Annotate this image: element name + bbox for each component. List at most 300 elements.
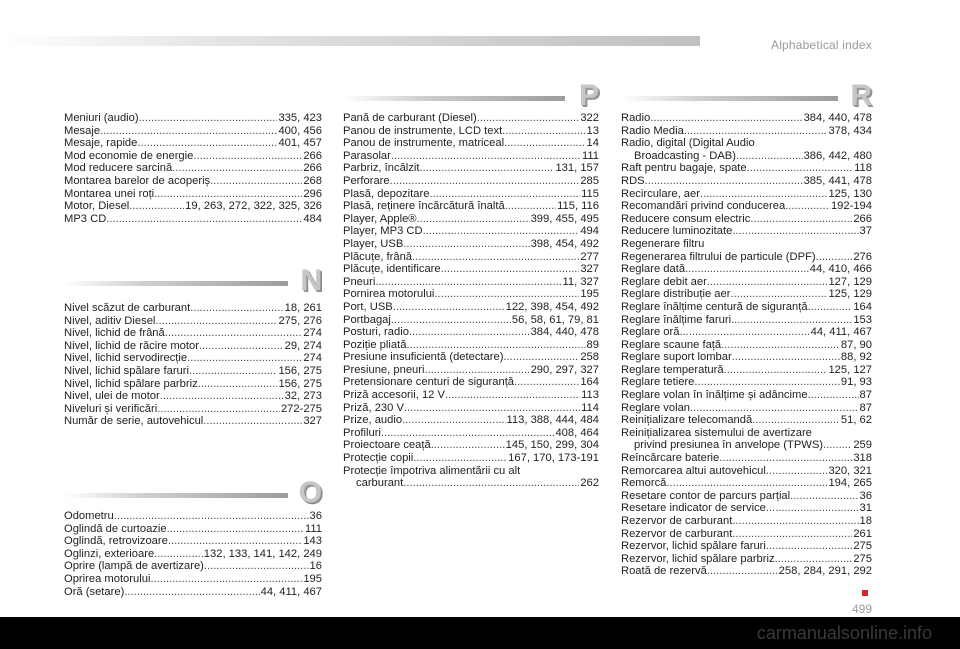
entry-term: Reglare volan [621,401,691,414]
entry-term: Recirculare, aer [621,187,700,200]
dot-leader [666,477,827,490]
dot-leader [139,112,278,125]
dot-leader [700,188,827,201]
index-entry [621,125,872,138]
index-entry [64,352,322,365]
entry-pages: 115 [581,187,599,200]
dot-leader [431,439,505,452]
section-header-r [621,79,872,112]
index-entry [343,288,599,301]
entry-pages: 384, 440, 478 [530,326,599,339]
entry-term: Nivel, lichid de frână [64,327,165,340]
entry-term: Reglare înălțime centură de siguranță [621,300,808,313]
dot-leader [402,414,505,427]
dot-leader [766,540,852,553]
dot-leader [719,452,852,465]
entry-pages: 36 [859,489,872,502]
dot-leader [707,276,828,289]
entry-term: Presiune insuficientă (detectare) [343,351,504,364]
entry-term: Priză, 230 V [343,401,404,414]
index-entry [621,276,872,289]
dot-leader [732,528,852,541]
index-entry [343,175,599,188]
section-header-o [64,476,322,509]
index-entry [621,263,872,276]
entry-term: Pană de carburant (Diesel) [343,112,477,124]
entry-pages: 87, 90 [840,338,872,351]
index-entry [621,251,872,264]
index-entry [621,137,872,150]
entry-term: privind presiunea în anvelope (TPWS) [634,439,824,452]
entry-pages: 44, 410, 466 [809,263,872,276]
index-entry [64,510,322,523]
entry-term: Prize, audio [343,414,403,427]
entry-term: Reglare tetiere [621,376,695,389]
entry-term: Oglindă de curtoazie [64,522,167,535]
dot-leader [155,315,277,328]
dot-leader [816,251,853,264]
index-entry [621,452,872,465]
section-divider [343,96,565,101]
entry-term: Montarea unei roți [64,187,155,200]
entry-pages: 261 [853,527,872,540]
entry-pages: 385, 441, 478 [803,174,872,187]
dot-leader [167,523,304,536]
entry-pages: 111 [304,522,322,535]
index-entry [621,414,872,427]
entry-term: Nivel, lichid de răcire motor [64,339,199,352]
entry-term: Odometru [64,510,114,522]
entry-term: Parbriz, încălzit [343,162,420,175]
entry-pages: 13 [586,124,599,137]
entry-pages: 125, 130 [828,187,872,200]
entry-pages: 275 [853,540,872,553]
index-entry [64,523,322,536]
entry-term: Nivel, lichid spălare faruri [64,364,189,377]
entry-term: Plăcuțe, identificare [343,263,441,276]
entry-pages: 272-275 [280,402,322,415]
dot-leader [434,288,579,301]
dot-leader [189,365,277,378]
page-number: 499 [851,602,872,616]
entry-pages: 164 [853,300,872,313]
index-entry [64,188,322,201]
header-bar [0,36,700,46]
index-entry [64,112,322,125]
entry-term: Oprire (lampă de avertizare) [64,560,204,573]
entry-pages: 114 [581,401,599,414]
dot-leader [502,125,585,138]
index-entry [621,439,872,452]
entry-pages: 113 [581,389,599,402]
dot-leader [721,339,840,352]
dot-leader [381,427,555,440]
dot-leader [413,452,507,465]
index-entry [621,314,872,327]
dot-leader [193,150,302,163]
entry-term: Rezervor, lichid spălare faruri [621,540,766,553]
entry-term: Port, USB [343,300,393,313]
entry-pages: 127, 129 [828,275,872,288]
index-entry [343,125,599,138]
index-entry [343,465,599,478]
section-letter: O [298,476,322,509]
index-entry [621,477,872,490]
entry-pages: 37 [859,225,872,238]
dot-leader [114,510,309,523]
dot-leader [752,414,840,427]
index-entry [343,314,599,327]
section-letter: R [850,79,872,112]
index-section-n [64,302,322,428]
entry-term: Broadcasting - DAB) [634,149,736,162]
index-entry [621,540,872,553]
dot-leader [503,351,579,364]
entry-term: Pneuri [343,275,376,288]
entry-term: Nivel, ulei de motor [64,390,160,403]
entry-pages: 122, 398, 454, 492 [505,300,599,313]
section-letter: N [300,264,322,297]
entry-term: Oglinzi, exterioare [64,547,155,560]
entry-pages: 132, 133, 141, 142, 249 [203,547,322,560]
index-entry [621,188,872,201]
entry-term: Pornirea motorului [343,288,435,301]
entry-pages: 266 [303,162,322,175]
entry-pages: 290, 297, 327 [530,363,599,376]
index-entry [343,389,599,402]
entry-term: Posturi, radio [343,326,409,339]
index-entry [621,326,872,339]
entry-term: Resetare indicator de service [621,502,766,515]
dot-leader [732,351,840,364]
entry-pages: 327 [580,263,599,276]
entry-pages: 266 [853,212,872,225]
entry-term: Portbagaj [343,313,391,326]
index-entry [621,351,872,364]
entry-pages: 88, 92 [840,351,872,364]
index-entry [343,150,599,163]
dot-leader [172,162,302,175]
index-entry [343,477,599,490]
dot-leader [750,213,852,226]
entry-pages: 401, 457 [278,137,322,150]
entry-pages: 195 [580,288,599,301]
entry-term: Reglare dată [621,263,686,276]
entry-pages: 16 [309,560,322,573]
entry-pages: 400, 456 [278,124,322,137]
entry-term: Reinițializare telecomandă [621,414,753,427]
section-header-p [343,79,599,112]
entry-term: Player, USB [343,237,404,250]
index-entry [621,427,872,440]
index-entry [64,378,322,391]
section-divider [64,493,288,498]
entry-term: Rezervor de carburant [621,515,733,527]
entry-pages: 398, 454, 492 [530,237,599,250]
index-entry [343,376,599,389]
entry-pages: 29, 274 [284,339,322,352]
dot-leader [390,175,580,188]
index-entry [343,414,599,427]
dot-leader [424,364,529,377]
entry-term: Nivel, aditiv Diesel [64,314,156,327]
dot-leader [417,213,530,226]
index-entry [343,263,599,276]
index-entry [621,339,872,352]
index-entry [64,315,322,328]
entry-term: Plasă, reținere încărcătură înaltă [343,200,505,213]
entry-term: Meniuri (audio) [64,112,139,124]
entry-term: Reglare suport lombar [621,351,732,364]
index-entry [64,535,322,548]
entry-pages: 399, 455, 495 [530,212,599,225]
index-entry [621,376,872,389]
dot-leader [124,586,259,599]
entry-term: Plăcuțe, frână [343,250,413,263]
entry-pages: 115, 116 [557,200,599,213]
entry-pages: 285 [580,174,599,187]
index-entry [343,225,599,238]
index-entry [64,548,322,561]
dot-leader [766,465,828,478]
index-entry [343,137,599,150]
index-entry [621,301,872,314]
entry-pages: 275 [853,552,872,565]
dot-leader [775,553,853,566]
index-entry [64,150,322,163]
entry-term: Reducere consum electric [621,212,751,225]
entry-pages: 56, 58, 61, 79, 81 [511,313,599,326]
dot-leader [154,548,203,561]
index-entry [343,326,599,339]
entry-pages: 143 [303,535,322,548]
index-entry [343,276,599,289]
entry-pages: 322 [580,112,599,124]
index-entry [621,364,872,377]
index-entry [621,402,872,415]
entry-term: Reglare scaune față [621,338,722,351]
dot-leader [403,238,529,251]
dot-leader [808,389,859,402]
index-entry [621,238,872,251]
entry-pages: 484 [303,212,322,225]
entry-term: Reglare debit aer [621,275,707,288]
entry-term: Remorcarea altui autovehicul [621,464,766,477]
entry-term: Reîncărcare baterie [621,452,720,465]
index-entry [343,351,599,364]
entry-pages: 258 [580,351,599,364]
dot-leader [504,137,585,150]
entry-pages: 275, 276 [278,314,322,327]
entry-term: Protecție împotriva alimentării cu alt [343,464,521,477]
dot-leader [732,225,858,238]
entry-term: Parasolar [343,149,391,162]
index-entry [343,452,599,465]
entry-pages: 44, 411, 467 [260,585,322,598]
entry-pages: 131, 157 [555,162,599,175]
dot-leader [391,314,511,327]
index-entry [343,339,599,352]
index-entry [64,302,322,315]
watermark-text: carmanualsonline.info [756,623,932,643]
dot-leader [129,200,184,213]
dot-leader [766,502,859,515]
index-entry [64,162,322,175]
dot-leader [730,288,827,301]
entry-pages: 384, 440, 478 [803,112,872,124]
entry-term: Oprirea motorului [64,572,151,585]
index-entry [621,389,872,402]
entry-pages: 36 [309,510,322,522]
dot-leader [441,263,580,276]
entry-term: Radio, digital (Digital Audio [621,137,755,150]
index-entry [64,403,322,416]
entry-pages: 164 [580,376,599,389]
dot-leader [168,535,302,548]
index-entry [343,200,599,213]
index-entry [64,125,322,138]
dot-leader [409,326,530,339]
entry-pages: 87 [859,389,872,402]
entry-pages: 258, 284, 291, 292 [778,565,872,578]
entry-pages: 18, 261 [284,302,322,314]
entry-pages: 118 [854,162,872,175]
entry-term: Mod reducere sarcină [64,162,173,175]
index-entry [621,502,872,515]
dot-leader [412,251,579,264]
entry-term: Proiectoare ceață [343,439,431,452]
dot-leader [808,301,853,314]
entry-term: Remorcă [621,477,667,490]
entry-term: Pretensionare centuri de siguranță [343,376,515,389]
dot-leader [707,565,778,578]
entry-pages: 327 [303,415,322,428]
entry-term: Mesaje, rapide [64,137,138,150]
dot-leader [747,162,854,175]
entry-term: Niveluri și verificări [64,402,158,415]
dot-leader [160,390,284,403]
index-entry [343,238,599,251]
dot-leader [685,263,809,276]
entry-pages: 113, 388, 444, 484 [506,414,599,427]
entry-pages: 335, 423 [278,112,322,124]
dot-leader [391,150,581,163]
dot-leader [190,302,283,315]
dot-leader [204,560,309,573]
entry-term: RDS [621,174,645,187]
entry-pages: 51, 62 [840,414,872,427]
entry-pages: 494 [580,225,599,238]
entry-term: Reglare distribuție aer [621,288,731,301]
entry-term: Montarea barelor de acoperiș [64,174,211,187]
dot-leader [736,150,803,163]
entry-term: Regenerarea filtrului de particule (DPF) [621,250,816,263]
index-entry [621,465,872,478]
entry-pages: 386, 442, 480 [803,149,872,162]
entry-pages: 195 [303,572,322,585]
entry-pages: 111 [581,149,599,162]
entry-term: Perforare [343,174,390,187]
entry-pages: 32, 273 [284,390,322,403]
entry-term: Mod economie de energie [64,149,194,162]
entry-pages: 14 [586,137,599,150]
index-entry [621,225,872,238]
entry-pages: 89 [586,338,599,351]
index-entry [343,364,599,377]
entry-pages: 378, 434 [828,124,872,137]
entry-pages: 91, 93 [840,376,872,389]
dot-leader [732,515,858,528]
entry-term: Player, Apple® [343,212,417,225]
index-section-o [64,510,322,598]
index-entry [64,200,322,213]
entry-pages: 274 [303,352,322,365]
index-entry [64,573,322,586]
index-entry [621,112,872,125]
section-letter: P [578,79,599,112]
entry-term: Recomandări privind conducerea [621,200,786,213]
entry-term: Motor, Diesel [64,200,130,213]
dot-leader [785,200,830,213]
index-entry [64,175,322,188]
entry-pages: 276 [853,250,872,263]
entry-term: Plasă, depozitare [343,187,430,200]
entry-pages: 145, 150, 299, 304 [505,439,599,452]
entry-term: Nivel, lichid spălare parbriz [64,377,198,390]
entry-pages: 153 [853,313,872,326]
dot-leader [514,376,579,389]
dot-leader [645,175,803,188]
entry-pages: 320, 321 [828,464,872,477]
entry-pages: 266 [303,149,322,162]
entry-term: Reducere luminozitate [621,225,733,238]
entry-term: Regenerare filtru [621,237,705,250]
entry-pages: 19, 263, 272, 322, 325, 326 [185,200,322,213]
index-entry [621,490,872,503]
index-entry [621,288,872,301]
entry-term: Radio [621,112,651,124]
entry-term: Raft pentru bagaje, spate [621,162,747,175]
dot-leader [203,415,302,428]
index-entry [343,427,599,440]
index-entry [64,586,322,599]
entry-pages: 125, 127 [828,363,872,376]
dot-leader [823,439,852,452]
entry-term: Nivel scăzut de carburant [64,302,191,314]
entry-term: Oglindă, retrovizoare [64,535,168,548]
dot-leader [375,276,561,289]
entry-term: Nivel, lichid servodirecție [64,352,188,365]
dot-leader [694,376,840,389]
index-entry [621,515,872,528]
dot-leader [429,188,580,201]
entry-term: Rezervor, lichid spălare parbriz [621,552,775,565]
dot-leader [505,200,556,213]
dot-leader [165,327,303,340]
index-entry [343,213,599,226]
index-entry [621,565,872,578]
page-marker [862,590,868,596]
index-entry [64,365,322,378]
entry-pages: 87 [859,401,872,414]
entry-term: Rezervor de carburant [621,527,733,540]
entry-pages: 156, 275 [278,377,322,390]
entry-pages: 277 [580,250,599,263]
index-entry [621,200,872,213]
index-entry [64,137,322,150]
index-section-r [621,112,872,578]
index-entry [64,415,322,428]
